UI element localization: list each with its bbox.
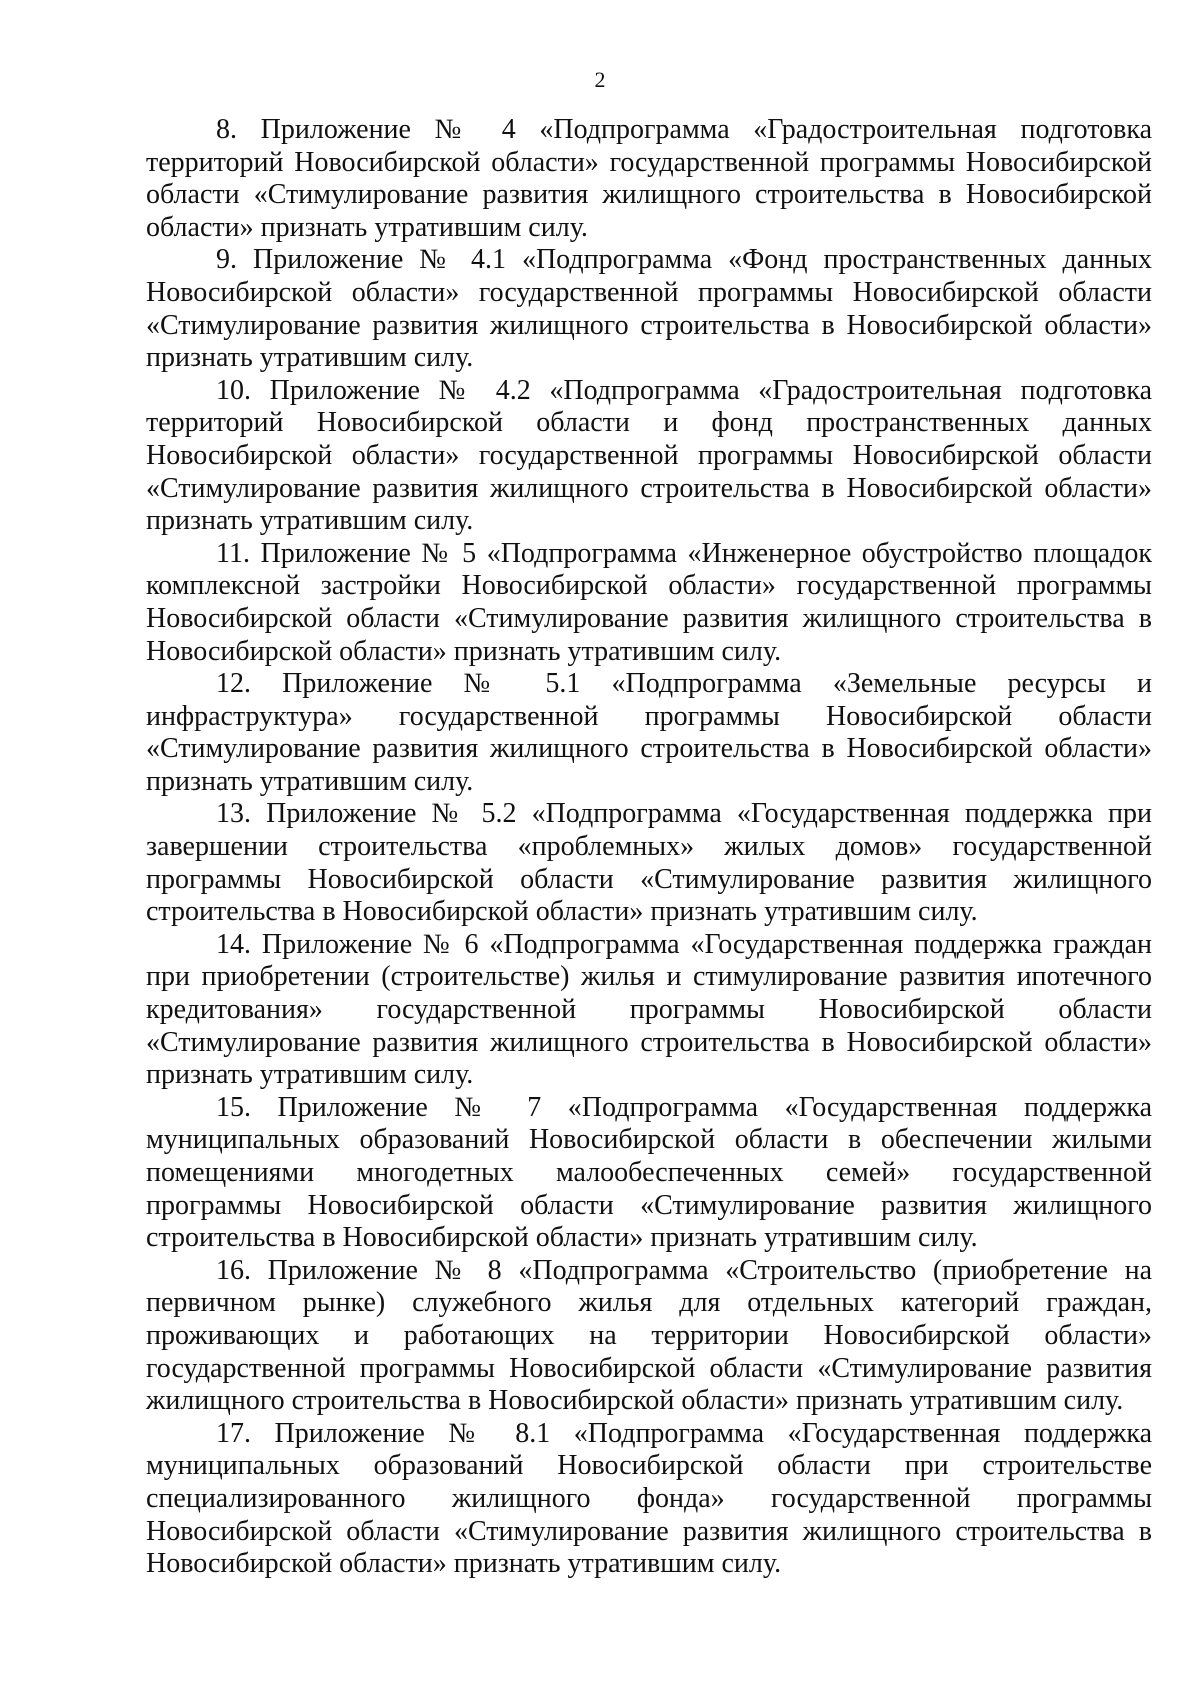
- paragraph-14: 14. Приложение № 6 «Подпрограмма «Государственная поддержка граждан при приобретении (строительстве) жилья и стимулирование развития ипотечного кредитования» государственной программы Новосибирской области «Стимулирование развития жилищного строительства в Новосибирской области» признать утратившим силу.: [146, 928, 1152, 1091]
- paragraph-17: 17. Приложение № 8.1 «Подпрограмма «Государственная поддержка муниципальных образований Новосибирской области при строительстве специализированного жилищного фонда» государственной программы Новосибирской области «Стимулирование развития жилищного строительства в Новосибирской области» признать утратившим силу.: [146, 1417, 1152, 1580]
- paragraph-11: 11. Приложение № 5 «Подпрограмма «Инженерное обустройство площадок комплексной застройки Новосибирской области» государственной программы Новосибирской области «Стимулирование развития жилищного строительства в Новосибирской области» признать утратившим силу.: [146, 537, 1152, 667]
- paragraph-9: 9. Приложение № 4.1 «Подпрограмма «Фонд пространственных данных Новосибирской области» государственной программы Новосибирской области «Стимулирование развития жилищного строительства в Новосибирской области» признать утратившим силу.: [146, 244, 1152, 374]
- paragraph-15: 15. Приложение № 7 «Подпрограмма «Государственная поддержка муниципальных образований Новосибирской области в обеспечении жилыми помещениями многодетных малообеспеченных семей» государственной программы Новосибирской области «Стимулирование развития жилищного строительства в Новосибирской области» признать утратившим силу.: [146, 1091, 1152, 1254]
- paragraph-8: 8. Приложение № 4 «Подпрограмма «Градостроительная подготовка территорий Новосибирской области» государственной программы Новосибирской области «Стимулирование развития жилищного строительства в Новосибирской области» признать утратившим силу.: [146, 114, 1152, 243]
- document-body: [146, 114, 1152, 1581]
- paragraph-16: 16. Приложение № 8 «Подпрограмма «Строительство (приобретение на первичном рынке) служебного жилья для отдельных категорий граждан, проживающих и работающих на территории Новосибирской области» государственной программы Новосибирской области «Стимулирование развития жилищного строительства в Новосибирской области» признать утратившим силу.: [146, 1254, 1152, 1417]
- paragraph-12: 12. Приложение № 5.1 «Подпрограмма «Земельные ресурсы и инфраструктура» государственной программы Новосибирской области «Стимулирование развития жилищного строительства в Новосибирской области» признать утратившим силу.: [146, 668, 1152, 797]
- paragraph-10: 10. Приложение № 4.2 «Подпрограмма «Градостроительная подготовка территорий Новосибирской области и фонд пространственных данных Новосибирской области» государственной программы Новосибирской области «Стимулирование развития жилищного строительства в Новосибирской области» признать утратившим силу.: [146, 374, 1152, 537]
- paragraph-13: 13. Приложение № 5.2 «Подпрограмма «Государственная поддержка при завершении строительства «проблемных» жилых домов» государственной программы Новосибирской области «Стимулирование развития жилищного строительства в Новосибирской области» признать утратившим силу.: [146, 798, 1152, 928]
- page-number: 2: [594, 67, 606, 92]
